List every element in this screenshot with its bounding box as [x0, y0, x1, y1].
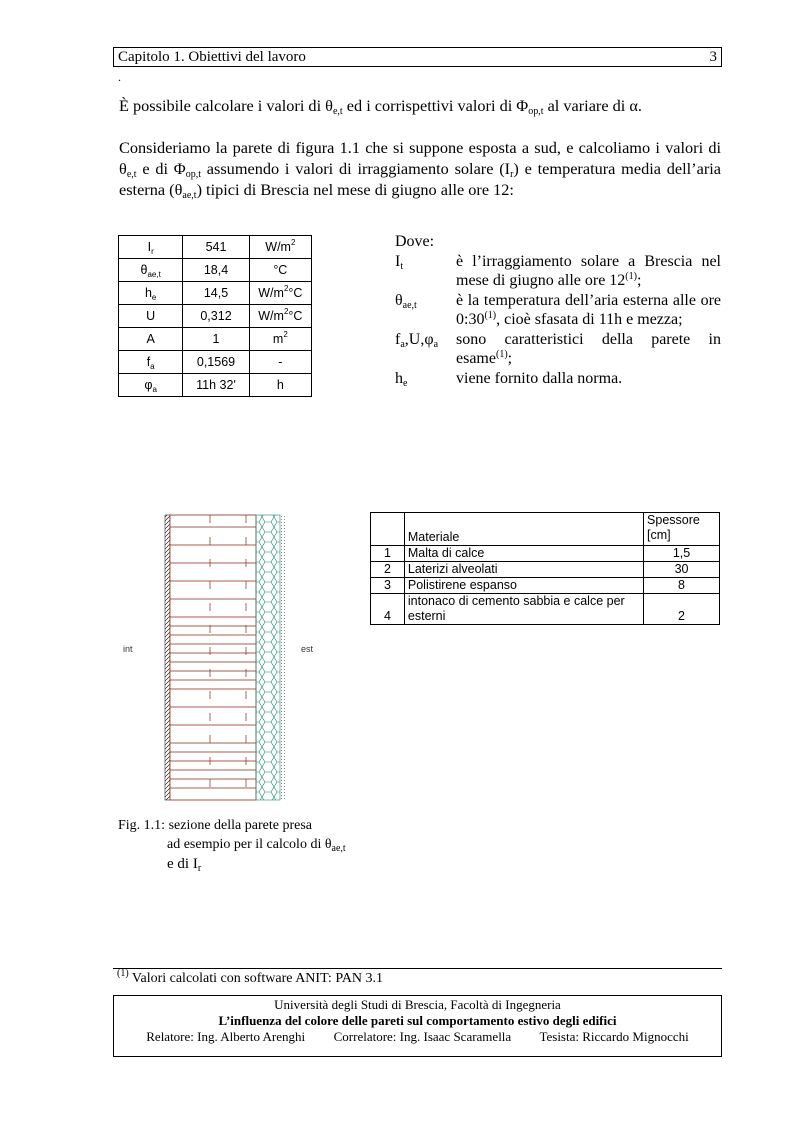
dove-symbol — [395, 369, 455, 389]
page-number: 3 — [709, 49, 717, 65]
figure-caption-line3 — [167, 855, 201, 874]
mat-num: 2 — [371, 562, 405, 578]
dove-symbol — [395, 330, 455, 350]
table-row — [371, 562, 720, 578]
param-symbol — [119, 259, 183, 282]
param-unit-sup: 2 — [283, 284, 289, 293]
param-value-text: 11h 32' — [196, 378, 236, 392]
footnote-sup: (1) — [117, 968, 129, 979]
param-sub: a — [150, 362, 155, 371]
insulation-layer — [256, 515, 280, 800]
param-value — [183, 305, 249, 328]
sym-sub: t — [400, 260, 404, 272]
param-unit — [249, 282, 311, 305]
param-sub: r — [151, 247, 154, 256]
p1-text-b: ed i corrispettivi valori di Φ — [342, 96, 529, 115]
p2-sub-4: ae,t — [182, 190, 197, 201]
param-unit — [249, 236, 311, 259]
dove-item-fa — [395, 330, 721, 369]
param-value — [183, 374, 249, 397]
param-unit-text: h — [276, 378, 284, 392]
mat-thickness: 30 — [644, 562, 720, 578]
p2-text-3: assumendo i valori di irraggiamento solare (I — [200, 159, 511, 178]
param-unit-tail: °C — [288, 286, 303, 300]
footer-credits — [114, 1029, 721, 1045]
param-unit — [249, 305, 311, 328]
param-value-text: 18,4 — [203, 263, 229, 277]
dove-item-theta — [395, 291, 721, 330]
desc-text: viene fornito dalla norma. — [456, 369, 623, 387]
param-value — [183, 236, 249, 259]
param-row — [119, 305, 312, 328]
stray-dot: . — [118, 70, 121, 84]
param-value — [183, 328, 249, 351]
dove-description — [456, 330, 721, 369]
dove-title: Dove: — [395, 233, 435, 250]
desc-text: è la temperatura dell’aria esterna alle ore 0:30 — [456, 291, 721, 328]
param-symbol — [119, 351, 183, 374]
mat-num: 4 — [371, 594, 405, 625]
param-row — [119, 282, 312, 305]
label-interior: int — [123, 644, 133, 654]
param-value — [183, 282, 249, 305]
footnote — [117, 968, 384, 987]
param-sym: I — [147, 240, 152, 254]
table-row — [371, 578, 720, 594]
p2-text-1: Consideriamo la parete di figura 1.1 che si suppone esposta a sud, e calcoliamo i valori di θ — [119, 138, 721, 178]
label-exterior: est — [301, 644, 314, 654]
mat-name: Laterizi alveolati — [404, 562, 643, 578]
footer-box — [113, 995, 722, 1057]
sym-sub: a — [400, 338, 405, 350]
param-unit-text: m — [272, 332, 284, 346]
param-sym: h — [144, 286, 152, 300]
param-unit-text: °C — [273, 263, 288, 277]
footnote-text: Valori calcolati con software ANIT: PAN 3.1 — [128, 971, 384, 986]
sym-letter: I — [395, 252, 401, 270]
param-symbol — [119, 305, 183, 328]
p2-text-4: ) e temperatura media dell’aria esterna (θ — [119, 159, 721, 199]
caption-sub: ae,t — [331, 843, 346, 854]
param-value-text: 1 — [212, 332, 220, 346]
table-row — [371, 594, 720, 625]
param-unit — [249, 259, 311, 282]
param-row — [119, 236, 312, 259]
mat-header-num — [371, 513, 405, 546]
figure-caption-line1: Fig. 1.1: sezione della parete presa — [118, 818, 312, 833]
mat-thickness: 2 — [644, 594, 720, 625]
sym-letter: h — [395, 369, 403, 387]
figure-caption-line2 — [167, 835, 346, 854]
footer-thesis-title: L’influenza del colore delle pareti sul comportamento estivo degli edifici — [218, 1013, 617, 1028]
param-value — [183, 259, 249, 282]
param-unit-sup: 2 — [290, 238, 296, 247]
param-sub: a — [152, 385, 157, 394]
dove-list — [395, 232, 721, 388]
materials-table — [370, 512, 720, 625]
caption-text: e di I — [167, 856, 198, 872]
sym-mid: ,U,φ — [404, 330, 434, 348]
mat-name: intonaco di cemento sabbia e calce per esterni — [404, 594, 643, 625]
footer-relatore: Relatore: Ing. Alberto Arenghi — [146, 1029, 306, 1044]
mat-name: Polistirene espanso — [404, 578, 643, 594]
p1-sub-a: e,t — [332, 106, 343, 117]
footer-tesista: Tesista: Riccardo Mignocchi — [539, 1029, 689, 1044]
param-row — [119, 259, 312, 282]
outer-plaster-layer — [280, 515, 287, 800]
p1-text-c: al variare di α. — [543, 96, 642, 115]
param-unit — [249, 374, 311, 397]
p2-sub-2: op,t — [185, 169, 201, 180]
desc-sup: (1) — [484, 310, 497, 321]
param-unit — [249, 351, 311, 374]
param-sub: ae,t — [147, 270, 161, 279]
desc-sup: (1) — [495, 349, 508, 360]
param-value-text: 541 — [205, 240, 227, 254]
mat-header-material: Materiale — [404, 513, 643, 546]
table-row — [371, 546, 720, 562]
dove-symbol — [395, 252, 455, 272]
param-sym: f — [146, 355, 151, 369]
dove-symbol — [395, 291, 455, 311]
dove-item-he — [395, 369, 721, 389]
mat-header-thickness: Spessore [cm] — [644, 513, 720, 546]
desc-tail: ; — [636, 272, 642, 289]
chapter-title: Capitolo 1. Obiettivi del lavoro — [118, 49, 306, 65]
p2-text-5: ) tipici di Brescia nel mese di giugno alle ore 12: — [196, 180, 514, 199]
wall-section-figure — [118, 512, 328, 812]
mat-num: 1 — [371, 546, 405, 562]
footer-correlatore: Correlatore: Ing. Isaac Scaramella — [333, 1029, 512, 1044]
inner-plaster-layer — [165, 515, 170, 800]
param-unit-text: W/m — [258, 309, 284, 323]
dove-description — [456, 291, 721, 330]
param-sym: A — [146, 332, 155, 346]
mat-thickness: 8 — [644, 578, 720, 594]
mat-name: Malta di calce — [404, 546, 643, 562]
param-unit-text: W/m — [258, 286, 284, 300]
param-sym: φ — [144, 378, 153, 392]
param-value-text: 0,1569 — [196, 355, 236, 369]
footnote-rule — [113, 968, 722, 969]
param-row — [119, 374, 312, 397]
param-unit — [249, 328, 311, 351]
p1-sub-b: op,t — [528, 106, 544, 117]
param-row — [119, 351, 312, 374]
caption-text: ad esempio per il calcolo di θ — [167, 837, 332, 852]
p2-text-2: e di Φ — [136, 159, 186, 178]
param-unit-sup: 2 — [283, 330, 288, 339]
mat-thickness: 1,5 — [644, 546, 720, 562]
dove-description — [456, 369, 721, 389]
desc-text: sono caratteristici della parete in esame — [456, 330, 721, 367]
param-sym: U — [146, 309, 156, 323]
p2-sub-1: e,t — [126, 169, 137, 180]
mat-num: 3 — [371, 578, 405, 594]
param-row — [119, 328, 312, 351]
footer-university: Università degli Studi di Brescia, Facoltà di Ingegneria — [274, 997, 561, 1012]
param-symbol — [119, 282, 183, 305]
param-symbol — [119, 328, 183, 351]
sym-letter: f — [395, 330, 401, 348]
param-unit-sup: 2 — [283, 307, 289, 316]
caption-sub: r — [197, 863, 202, 874]
param-unit-text: W/m — [265, 240, 291, 254]
paragraph-1 — [119, 95, 729, 116]
param-unit-text: - — [278, 355, 283, 369]
p2-sub-3: r — [510, 169, 514, 180]
p1-text-a: È possibile calcolare i valori di θ — [119, 96, 333, 115]
param-value-text: 14,5 — [203, 286, 229, 300]
desc-text: è l’irraggiamento solare a Brescia nel mese di giugno alle ore 12 — [456, 252, 721, 289]
param-value — [183, 351, 249, 374]
desc-tail: ; — [507, 350, 513, 367]
dove-item-it — [395, 252, 721, 291]
param-symbol — [119, 236, 183, 259]
param-sub: e — [151, 293, 157, 302]
desc-tail: , cioè sfasata di 11h e mezza; — [496, 311, 683, 328]
param-value-text: 0,312 — [200, 309, 232, 323]
page-header — [113, 47, 722, 67]
brick-layer — [170, 515, 256, 800]
param-sym: θ — [140, 263, 148, 277]
paragraph-2 — [119, 137, 721, 200]
sym-sub: ae,t — [402, 299, 417, 311]
desc-sup: (1) — [625, 271, 637, 282]
param-unit-tail: °C — [288, 309, 303, 323]
parameters-table — [118, 235, 312, 397]
param-symbol — [119, 374, 183, 397]
sym-letter: θ — [395, 291, 403, 309]
sym-sub: e — [403, 377, 408, 389]
dove-description — [456, 252, 721, 291]
sym-sub2: a — [433, 338, 439, 350]
